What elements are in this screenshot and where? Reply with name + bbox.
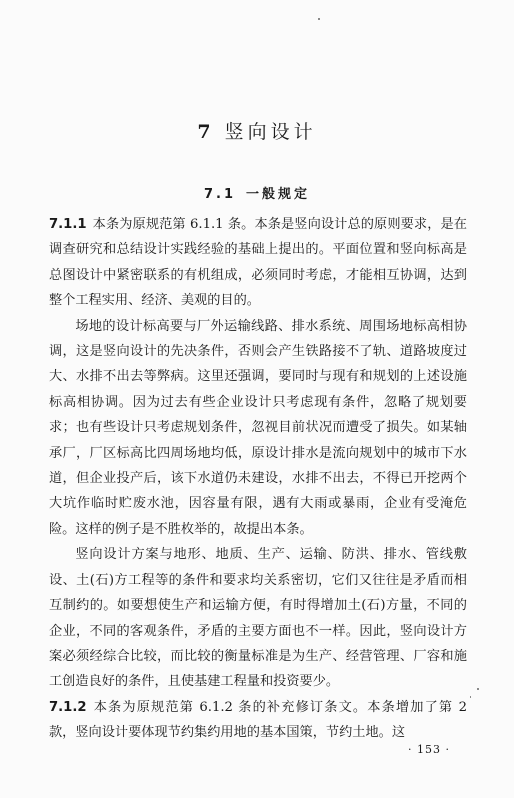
chapter-title (0, 117, 514, 144)
paragraph-clause-7-1-1 (49, 212, 467, 314)
chapter-number: 7 (197, 121, 215, 143)
paragraph-site-elevation (49, 314, 467, 543)
clause-number: 7.1.1 (49, 217, 87, 232)
section-title (0, 183, 514, 202)
paragraph-text: 本条为原规范第 6.1.1 条。本条是竖向设计总的原则要求，是在调查研究和总结设计实践经验的基础上提出的。平面位置和竖向标高是总图设计中紧密联系的有机组成，必须同时考虑，才能相互协调，达到整个工程实用、经济、美观的目的。 (49, 217, 467, 309)
paragraph-text: 本条为原规范第 6.1.2 条的补充修订条文。本条增加了第 2 款，竖向设计要体现节约集约用地的基本国策，节约土地。这 (49, 699, 467, 741)
scan-speck (470, 696, 471, 698)
scan-speck (318, 18, 320, 20)
clause-number: 7.1.2 (49, 699, 87, 715)
paragraph-clause-7-1-2 (49, 695, 467, 746)
paragraph-text: 竖向设计方案与地形、地质、生产、运输、防洪、排水、管线敷设、土(石)方工程等的条件和要求均关系密切，它们又往往是矛盾而相互制约的。如要想使生产和运输方便，有时得增加土(石)方量，不同的企业，不同的客观条件，矛盾的主要方面也不一样。因此，竖向设计方案必须经综合比较，而比较的衡量标准是为生产、经营管理、厂容和施工创造良好的条件，且使基建工程量和投资要少。 (49, 547, 467, 690)
page-number: · 153 · (408, 743, 450, 756)
section-number: 7.1 (203, 187, 236, 202)
chapter-title-text: 竖向设计 (224, 121, 317, 143)
paragraph-text: 场地的设计标高要与厂外运输线路、排水系统、周围场地标高相协调，这是竖向设计的先决条件，否则会产生铁路接不了轨、道路坡度过大、水排不出去等弊病。这里还强调，要同时与现有和规划的上述设施标高相协调。因为过去有些企业设计只考虑现有条件，忽略了规划要求；也有些设计只考虑规划条件，忽视目前状况而遭受了损失。如某轴承厂，厂区标高比四周场地均低，原设计排水是流向规划中的城市下水道，但企业投产后，该下水道仍未建设，水排不出去，不得已开挖两个大坑作临时贮废水池，因容量有限，遇有大雨或暴雨，企业有受淹危险。这样的例子是不胜枚举的，故提出本条。 (49, 318, 467, 537)
section-title-text: 一般规定 (246, 187, 311, 202)
scan-speck (477, 688, 479, 690)
paragraph-design-scheme (49, 542, 467, 694)
body-text (49, 212, 467, 746)
